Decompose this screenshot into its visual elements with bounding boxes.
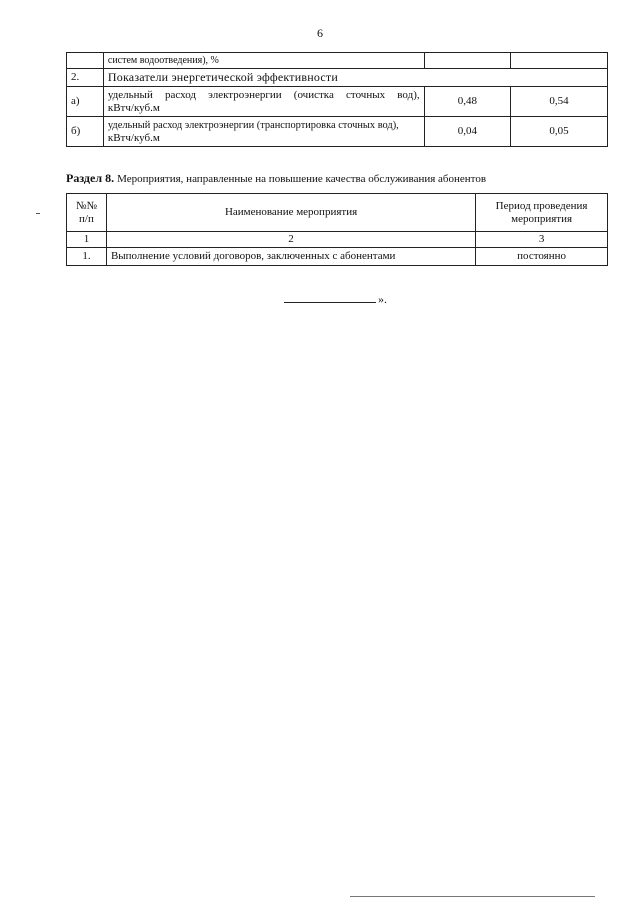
- header-name-cell: Наименование мероприятия: [106, 194, 475, 232]
- header-number-cell: [67, 194, 107, 232]
- table-row: [67, 53, 608, 69]
- section-heading-cell: Показатели энергетической эффективности: [103, 69, 607, 87]
- header-number-line: №№: [75, 199, 97, 212]
- closing-line: [284, 292, 387, 307]
- section-heading: Мероприятия, направленные на повышение качества обслуживания абонентов: [117, 173, 487, 185]
- indicator-name-cell: [103, 87, 424, 117]
- fact-value-cell: [511, 53, 608, 69]
- page-number: 6: [317, 26, 323, 40]
- fact-value-cell: 0,05: [511, 117, 608, 147]
- indicator-unit-line: кВтч/куб.м: [107, 131, 160, 144]
- indicator-name-line: удельный расход электроэнергии (транспортировка сточных вод),: [107, 119, 399, 131]
- scan-mark: [36, 213, 40, 214]
- measure-period-cell: постоянно: [476, 248, 608, 266]
- measure-name-cell: Выполнение условий договоров, заключенных с абонентами: [106, 248, 475, 266]
- scan-mark: [350, 896, 595, 897]
- indicator-name-cell: систем водоотведения), %: [103, 53, 424, 69]
- fact-value-cell: 0,54: [511, 87, 608, 117]
- section-title: [66, 171, 606, 186]
- row-number-cell: б): [67, 117, 104, 147]
- table-row: [67, 87, 608, 117]
- column-index-cell: 2: [106, 232, 475, 248]
- table-row: [67, 248, 608, 266]
- indicator-name-line: удельный расход электроэнергии (очистка сточных вод),: [107, 88, 420, 101]
- plan-value-cell: 0,48: [424, 87, 510, 117]
- closing-quote: ».: [378, 292, 387, 306]
- table-row: [67, 117, 608, 147]
- table-row: [67, 69, 608, 87]
- row-number-cell: а): [67, 87, 104, 117]
- column-index-cell: 3: [476, 232, 608, 248]
- section-label: Раздел 8.: [66, 171, 115, 185]
- indicators-table: [66, 52, 608, 147]
- row-number-cell: 1.: [67, 248, 107, 266]
- indicator-unit-line: кВтч/куб.м: [107, 101, 160, 114]
- column-index-cell: 1: [67, 232, 107, 248]
- header-period-line: Период проведения: [495, 199, 588, 212]
- plan-value-cell: [424, 53, 510, 69]
- table-header-row: [67, 194, 608, 232]
- row-number-cell: [67, 53, 104, 69]
- plan-value-cell: 0,04: [424, 117, 510, 147]
- header-period-line: мероприятия: [511, 212, 573, 225]
- row-number-cell: 2.: [67, 69, 104, 87]
- indicator-name-cell: [103, 117, 424, 147]
- header-period-cell: [476, 194, 608, 232]
- column-index-row: [67, 232, 608, 248]
- measures-table: [66, 193, 608, 266]
- blank-underline: [284, 294, 376, 303]
- header-number-line: п/п: [79, 212, 94, 225]
